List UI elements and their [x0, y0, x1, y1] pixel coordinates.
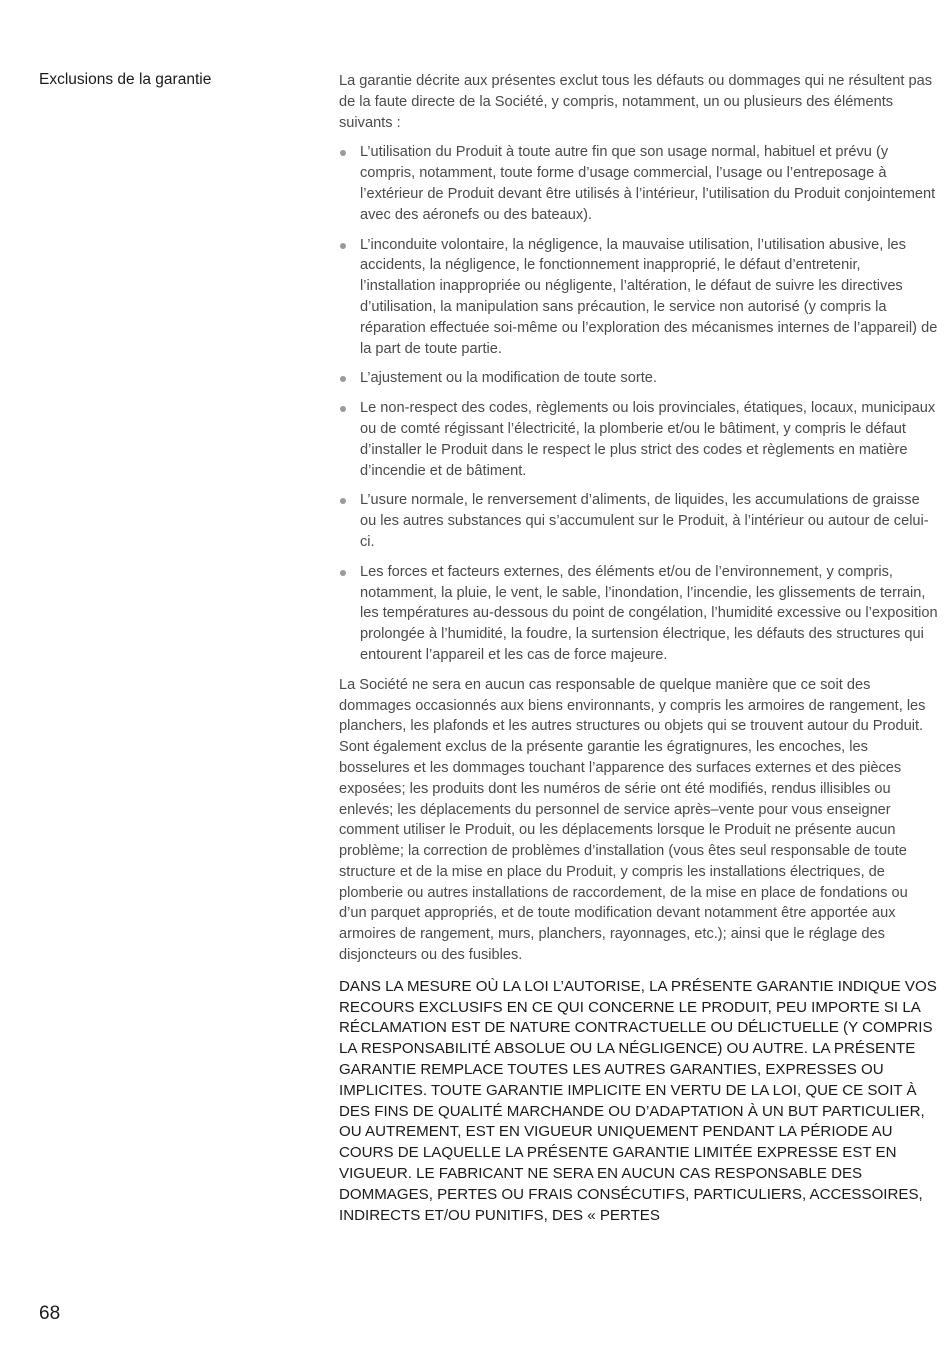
exclusions-list [339, 142, 939, 665]
list-item [339, 235, 939, 360]
list-item [339, 562, 939, 666]
page-number: 68 [39, 1303, 61, 1324]
list-item [339, 142, 939, 225]
bullet-icon [340, 406, 346, 412]
legal-disclaimer-paragraph: DANS LA MESURE OÙ LA LOI L’AUTORISE, LA PRÉSENTE GARANTIE INDIQUE VOS RECOURS EXCLUSIFS EN CE QUI CONCERNE LE PRODUIT, PEU IMPORTE SI LA RÉCLAMATION EST DE NATURE CONTRACTUELLE OU DÉLICTUELLE (Y COMPRIS LA RESPONSABILITÉ ABSOLUE OU LA NÉGLIGENCE) OU AUTRE. LA PRÉSENTE GARANTIE REMPLACE TOUTES LES AUTRES GARANTIES, EXPRESSES OU IMPLICITES. TOUTE GARANTIE IMPLICITE EN VERTU DE LA LOI, QUE CE SOIT À DES FINS DE QUALITÉ MARCHANDE OU D’ADAPTATION À UN BUT PARTICULIER, OU AUTREMENT, EST EN VIGUEUR UNIQUEMENT PENDANT LA PÉRIODE AU COURS DE LAQUELLE LA PRÉSENTE GARANTIE LIMITÉE EXPRESSE EST EN VIGUEUR. LE FABRICANT NE SERA EN AUCUN CAS RESPONSABLE DES DOMMAGES, PERTES OU FRAIS CONSÉCUTIFS, PARTICULIERS, ACCESSOIRES, INDIRECTS ET/OU PUNITIFS, DES « PERTES [339, 977, 937, 1224]
list-item-text: Le non-respect des codes, règlements ou lois provinciales, étatiques, locaux, municipaux ou de comté régissant l’électricité, la plomberie et/ou le bâtiment, y compris le défaut d’installer le Produit dans le respect le plus strict des codes et règlements en matière d’incendie et de bâtiment. [360, 400, 936, 479]
intro-paragraph: La garantie décrite aux présentes exclut tous les défauts ou dommages qui ne résultent pas de la faute directe de la Société, y compris, notamment, un ou plusieurs des éléments suivants : [339, 73, 933, 131]
list-item-text: L’inconduite volontaire, la négligence, la mauvaise utilisation, l’utilisation abusive, les accidents, la négligence, le fonctionnement inapproprié, le défaut d’entretenir, l’installation inappropriée ou négligente, l’altération, le défaut de suivre les directives d’utilisation, la manipulation sans précaution, le service non autorisé (y compris la réparation effectuée soi-même ou l’exploration des mécanismes internes de l’appareil) de la part de toute partie. [360, 236, 938, 357]
list-item-text: L’usure normale, le renversement d’aliments, de liquides, les accumulations de graisse ou les autres substances qui s’accumulent sur le Produit, à l’intérieur ou autour de celui-ci. [360, 492, 929, 550]
list-item-text: L’utilisation du Produit à toute autre fin que son usage normal, habituel et prévu (y compris, notamment, toute forme d’usage commercial, l’usage ou l’entreposage à l’extérieur de Produit devant être utilisés à l’intérieur, l’utilisation du Produit conjointement avec des aéronefs ou des bateaux). [360, 144, 936, 223]
bullet-icon [340, 150, 346, 156]
bullet-icon [340, 498, 346, 504]
liability-paragraph: La Société ne sera en aucun cas responsable de quelque manière que ce soit des dommages occasionnés aux biens environnants, y compris les armoires de rangement, les planchers, les plafonds et les autres structures ou objets qui se trouvent autour du Produit. Sont également exclus de la présente garantie les égratignures, les encoches, les bosselures et les dommages touchant l’apparence des surfaces externes et des pièces exposées; les produits dont les numéros de série ont été modifiés, rendus illisibles ou enlevés; les déplacements du personnel de service après–vente pour vous enseigner comment utiliser le Produit, ou les déplacements lorsque le Produit ne présente aucun problème; la correction de problèmes d’installation (vous êtes seul responsable de toute structure et de la mise en place du Produit, y compris les installations électriques, de plomberie ou autres installations de raccordement, de la mise en place de fondations ou d’un parquet appropriés, et de toute modification devant notamment être apportée aux armoires de rangement, murs, planchers, rayonnages, etc.); ainsi que le réglage des disjoncteurs ou des fusibles. [339, 676, 926, 964]
list-item [339, 490, 939, 552]
list-item-text: L’ajustement ou la modification de toute sorte. [360, 370, 657, 387]
list-item [339, 368, 939, 389]
bullet-icon [340, 243, 346, 249]
list-item-text: Les forces et facteurs externes, des éléments et/ou de l’environnement, y compris, notamment, la pluie, le vent, le sable, l’inondation, l’incendie, les glissements de terrain, les températures au-dessous du point de congélation, l’humidité excessive ou l’exposition prolongée à l’humidité, la foudre, la surtension électrique, les défauts des structures qui entourent l’appareil et les cas de force majeure. [360, 563, 938, 663]
bullet-icon [340, 570, 346, 576]
bullet-icon [340, 376, 346, 382]
section-heading: Exclusions de la garantie [39, 71, 212, 88]
warranty-exclusions-text [339, 71, 939, 1235]
list-item [339, 398, 939, 481]
